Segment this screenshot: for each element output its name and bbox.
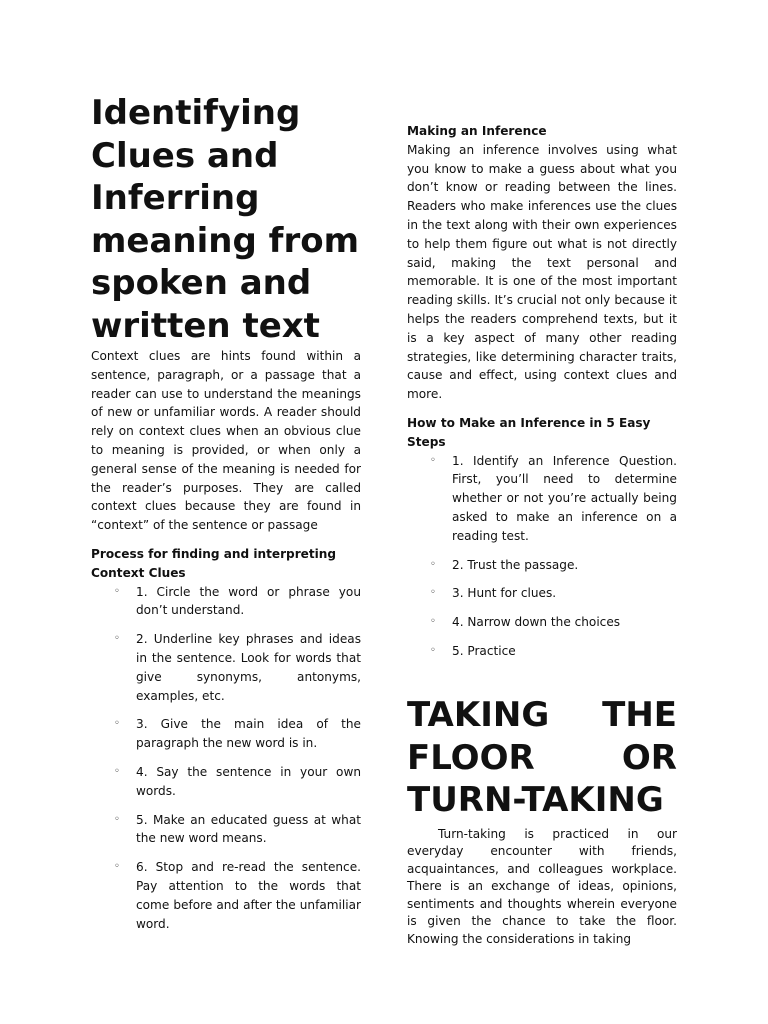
bullet-icon: ◦ (114, 765, 120, 777)
list-item (407, 452, 677, 546)
list-item (407, 584, 677, 603)
list-item (91, 811, 361, 849)
list-item-text: 6. Stop and re-read the sentence. Pay attention to the words that come before and after the unfamiliar word. (136, 860, 361, 931)
list-item (407, 556, 677, 575)
list-item-text: 3. Hunt for clues. (452, 586, 557, 601)
title-word: TURN-TAKING (407, 780, 664, 820)
list-item-text: 3. Give the main idea of the paragraph the new word is in. (136, 717, 361, 751)
context-clues-paragraph: Context clues are hints found within a sentence, paragraph, or a passage that a reader can use to understand the meanings of new or unfamiliar words. A reader should rely on context clues when an obvious clue to meaning is provided, or when only a general sense of the meaning is needed for the reader’s purposes. They are called context clues because they are found in “context” of the sentence or passage (91, 349, 361, 533)
inference-paragraph: Making an inference involves using what you know to make a guess about what you don’t know or reading between the lines. Readers who make inferences use the clues in the text along with their own experiences to help them figure out what is not directly said, making the text personal and memorable. It is one of the most important reading skills. It’s crucial not only because it helps the readers comprehend texts, but it is a key aspect of many other reading strategies, like determining character traits, cause and effect, using context clues and more. (407, 142, 677, 402)
bullet-icon: ◦ (430, 644, 436, 656)
bullet-icon: ◦ (430, 587, 436, 599)
bullet-icon: ◦ (114, 861, 120, 873)
turn-taking-paragraph: Turn-taking is practiced in our everyday encounter with friends, acquaintances, and colleagues workplace. There is an exchange of ideas, opinions, sentiments and thoughts wherein everyone is given the chance to take the floor. Knowing the considerations in taking (407, 826, 677, 946)
list-item-text: 1. Circle the word or phrase you don’t understand. (136, 584, 361, 618)
list-item-text: 4. Say the sentence in your own words. (136, 764, 361, 798)
list-item (91, 630, 361, 705)
left-column (91, 92, 361, 943)
bullet-icon: ◦ (114, 813, 120, 825)
title-word: OR (621, 737, 677, 778)
list-item (91, 763, 361, 801)
bullet-icon: ◦ (114, 585, 120, 597)
bullet-icon: ◦ (114, 718, 120, 730)
list-item (91, 715, 361, 753)
context-clues-steps-list (91, 583, 361, 934)
list-item-text: 2. Trust the passage. (452, 557, 579, 572)
list-item-text: 2. Underline key phrases and ideas in the sentence. Look for words that give synonyms, antonyms, examples, etc. (136, 632, 361, 703)
title-line (407, 737, 677, 780)
bullet-icon: ◦ (430, 616, 436, 628)
process-heading: Process for finding and interpreting Context Clues (91, 546, 337, 580)
list-item (91, 858, 361, 933)
list-item (407, 642, 677, 661)
document-title: Identifying Clues and Inferring meaning from spoken and written text (91, 93, 360, 346)
bullet-icon: ◦ (430, 558, 436, 570)
list-item (91, 583, 361, 621)
turn-taking-section (407, 694, 677, 948)
title-line (407, 694, 677, 737)
title-word: FLOOR (407, 737, 535, 778)
inference-steps-list (407, 452, 677, 661)
list-item-text: 4. Narrow down the choices (452, 615, 621, 630)
list-item-text: 5. Make an educated guess at what the new word means. (136, 812, 361, 846)
bullet-icon: ◦ (114, 633, 120, 645)
title-line (407, 779, 677, 822)
turn-taking-title (407, 694, 677, 822)
list-item-text: 1. Identify an Inference Question. First, you’ll need to determine whether or not you’re actually being asked to make an inference on a reading test. (452, 453, 677, 543)
inference-heading: Making an Inference (407, 124, 547, 138)
list-item-text: 5. Practice (452, 643, 516, 658)
list-item (407, 613, 677, 632)
howto-heading: How to Make an Inference in 5 Easy Steps (407, 415, 651, 449)
title-word: TAKING (407, 695, 550, 735)
right-column (407, 122, 677, 671)
bullet-icon: ◦ (430, 454, 436, 466)
title-word: THE (602, 695, 677, 735)
